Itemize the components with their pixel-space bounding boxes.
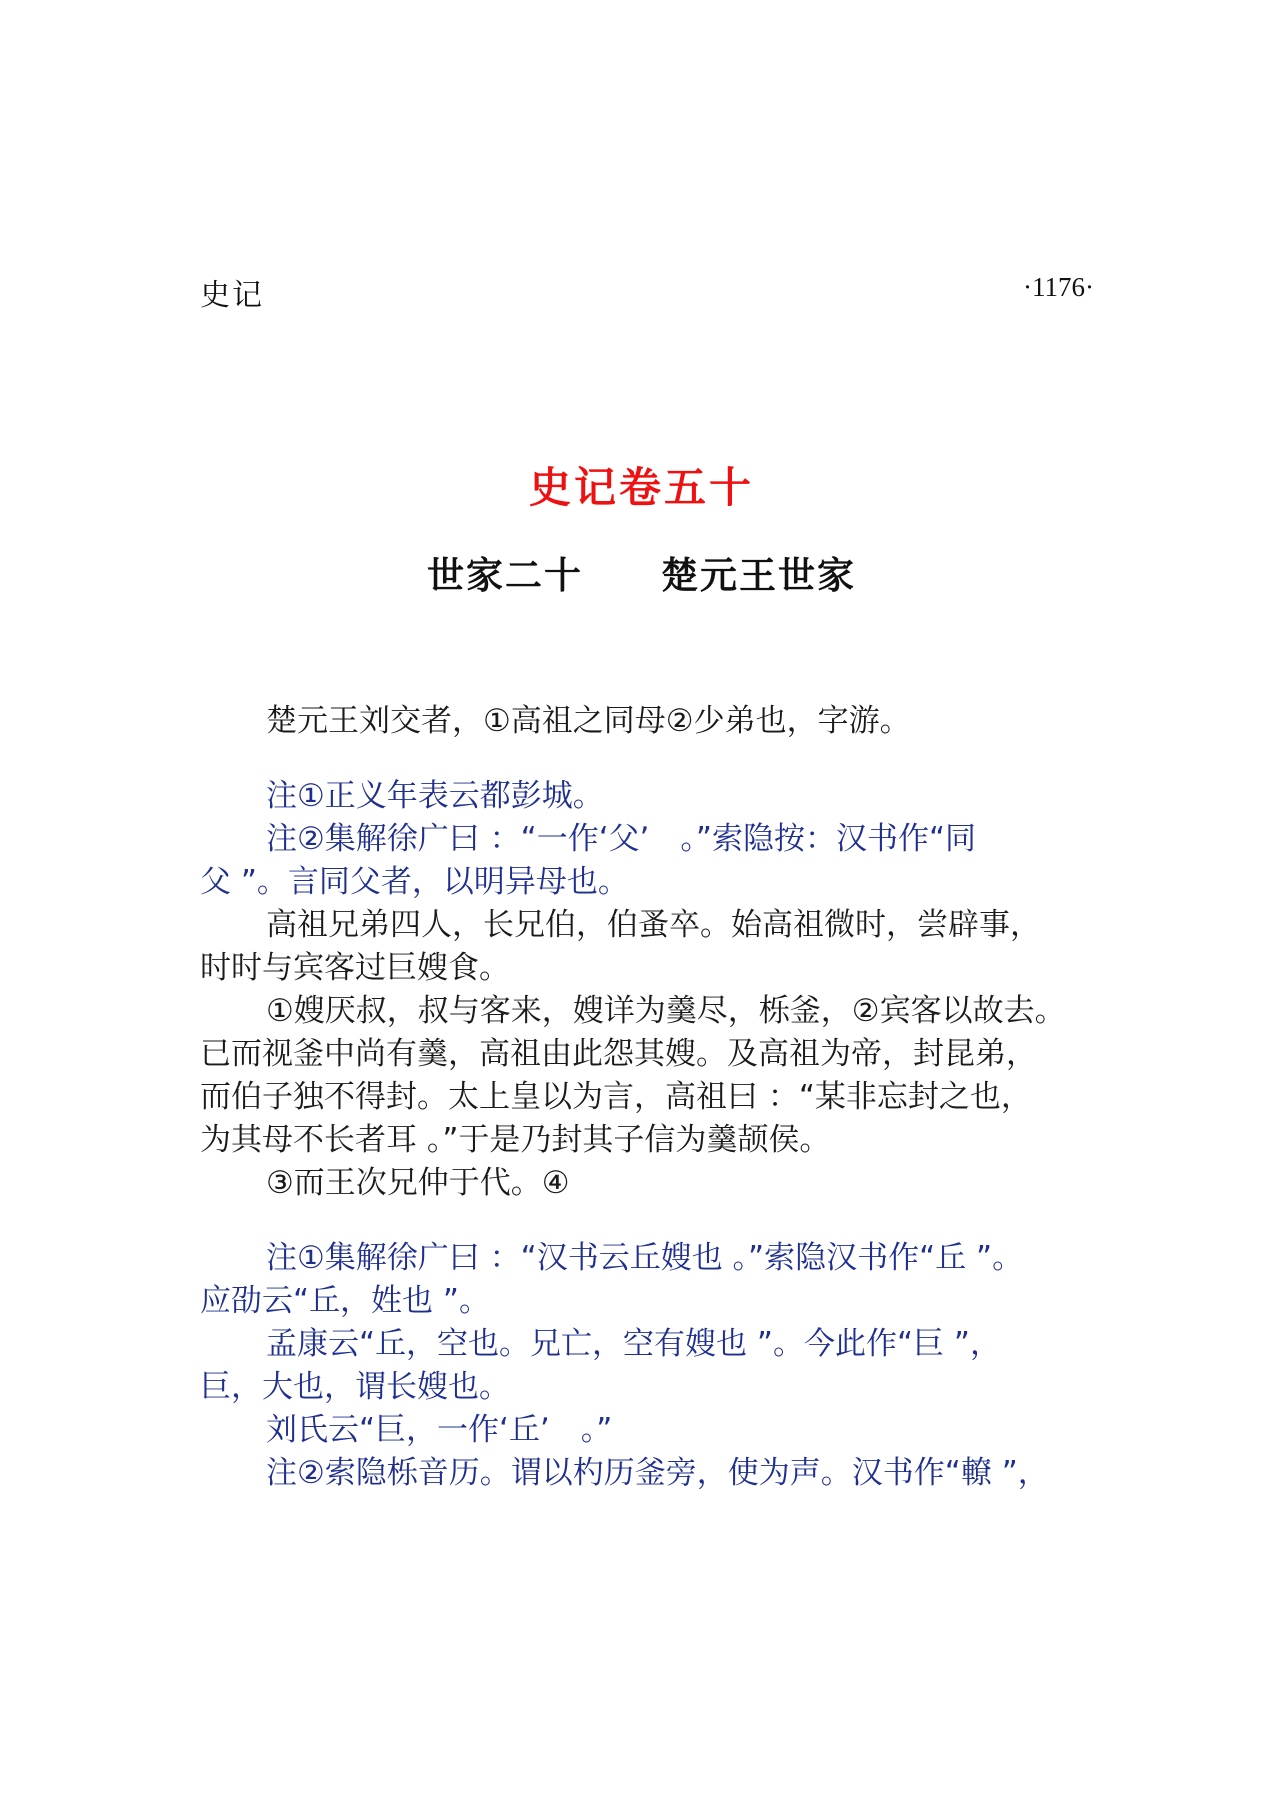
note-line: 刘氏云“巨，一作‘丘’ 。” — [266, 1412, 613, 1448]
text-line: 为其母不长者耳 。”于是乃封其子信为羹颉侯。 — [200, 1122, 831, 1158]
text-line: ③而王次兄仲于代。④ — [266, 1165, 570, 1201]
text-line: ①嫂厌叔，叔与客来，嫂详为羹尽，栎釜，②宾客以故去。 — [266, 993, 1066, 1029]
chapter-title: 世家二十 楚元王世家 — [427, 554, 856, 597]
text-line: 而伯子独不得封。太上皇以为言，高祖曰 ：“某非忘封之也， — [200, 1079, 1032, 1115]
note-line: 巨，大也，谓长嫂也。 — [200, 1369, 510, 1405]
body-text — [200, 700, 1120, 1495]
volume-title: 史记卷五十 — [528, 463, 754, 512]
text-line: 高祖兄弟四人，长兄伯，伯蚤卒。始高祖微时，尝辟事， — [266, 907, 1041, 943]
note-line: 父 ”。言同父者，以明异母也。 — [200, 864, 629, 900]
running-header — [200, 270, 1094, 313]
note-line: 应劭云“丘，姓也 ”。 — [200, 1283, 490, 1319]
paragraph-gap — [200, 743, 1120, 775]
paragraph-gap — [200, 1205, 1120, 1237]
text-line: 楚元王刘交者，①高祖之同母②少弟也，字游。 — [266, 703, 911, 739]
note-line: 孟康云“丘，空也。兄亡，空有嫂也 ”。今此作“巨 ”， — [266, 1326, 1001, 1362]
note-line: 注①集解徐广曰 ：“汉书云丘嫂也 。”索隐汉书作“丘 ”。 — [266, 1240, 1024, 1276]
note-line: 注②索隐栎音历。谓以杓历釜旁，使为声。汉书作“轑 ”， — [266, 1455, 1049, 1491]
text-line: 时时与宾客过巨嫂食。 — [200, 950, 510, 986]
page-number: ·1176· — [1023, 272, 1094, 302]
text-line: 已而视釜中尚有羹，高祖由此怨其嫂。及高祖为帝，封昆弟， — [200, 1036, 1037, 1072]
book-name: 史记 — [200, 278, 264, 313]
note-line: 注②集解徐广曰 ：“一作‘父’ 。”索隐按：汉书作“同 — [266, 821, 977, 857]
note-line: 注①正义年表云都彭城。 — [266, 778, 604, 814]
